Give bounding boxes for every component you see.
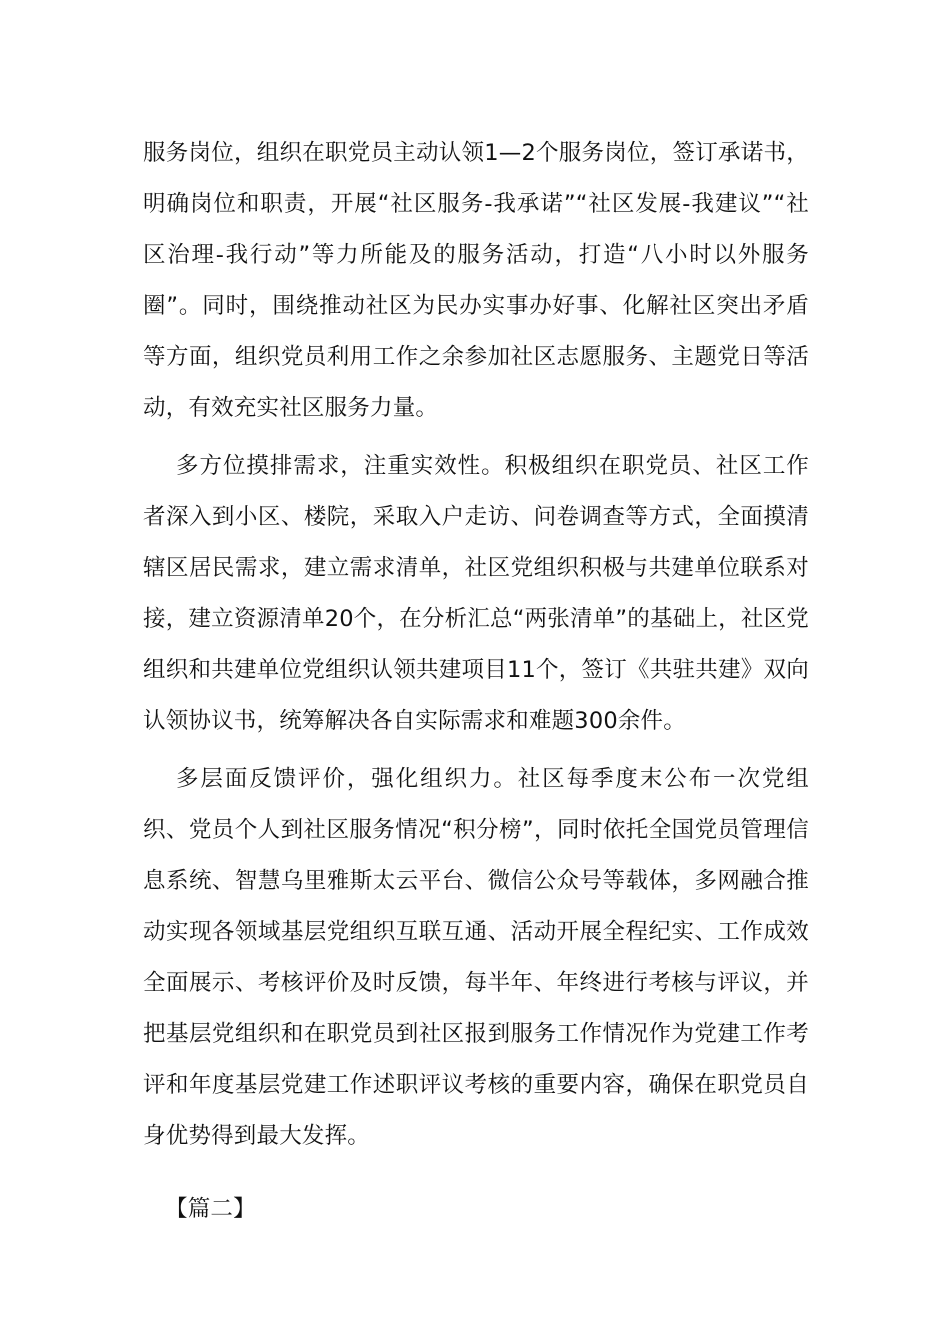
section-heading: 【篇二】 [165,1196,256,1222]
paragraph-needs-survey: 多方位摸排需求，注重实效性。积极组织在职党员、社区工作者深入到小区、楼院，采取入户走访、问卷调查等方式，全面摸清辖区居民需求，建立需求清单，社区党组织积极与共建单位联系对接，建立资源清单20个，在分析汇总“两张清单”的基础上，社区党组织和共建单位党组织认领共建项目11个，签订《共驻共建》双向认领协议书，统筹解决各自实际需求和难题300余件。 [143,453,809,734]
paragraph-continuation: 服务岗位，组织在职党员主动认领1—2个服务岗位，签订承诺书，明确岗位和职责，开展“社区服务-我承诺”“社区发展-我建议”“社区治理-我行动”等力所能及的服务活动，打造“八小时以外服务圈”。同时，围绕推动社区为民办实事办好事、化解社区突出矛盾等方面，组织党员利用工作之余参加社区志愿服务、主题党日等活动，有效充实社区服务力量。 [143,140,809,421]
paragraph-feedback-evaluation: 多层面反馈评价，强化组织力。社区每季度末公布一次党组织、党员个人到社区服务情况“积分榜”，同时依托全国党员管理信息系统、智慧乌里雅斯太云平台、微信公众号等载体，多网融合推动实现各领域基层党组织互联互通、活动开展全程纪实、工作成效全面展示、考核评价及时反馈，每半年、年终进行考核与评议，并把基层党组织和在职党员到社区报到服务工作情况作为党建工作考评和年度基层党建工作述职评议考核的重要内容，确保在职党员自身优势得到最大发挥。 [143,766,809,1149]
document-body [143,128,809,1242]
